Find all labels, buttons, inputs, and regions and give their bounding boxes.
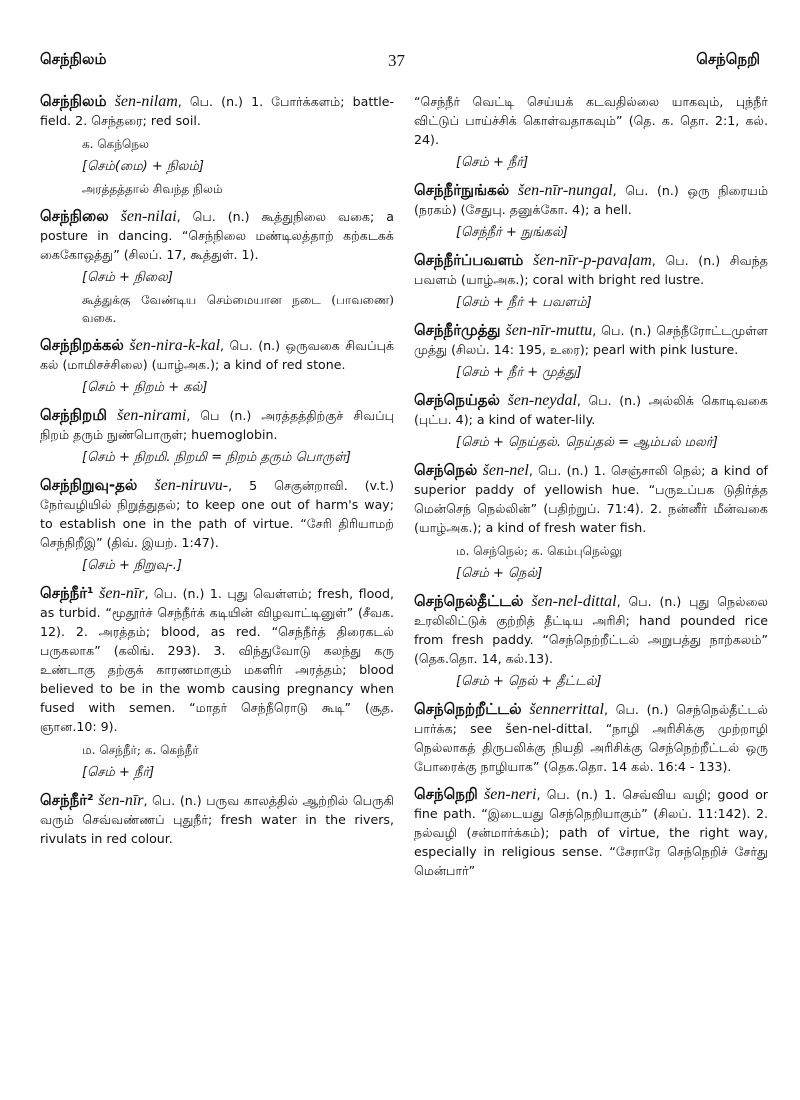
entry-definition: , பெ. (n.) சிவந்த பவளம் (யாழ்அக.); coral with bright red lustre. xyxy=(414,253,768,287)
headword: செந்நிறமி xyxy=(40,406,108,424)
right-column xyxy=(414,92,768,889)
etymology-note: அரத்தத்தால் சிவந்த நிலம் xyxy=(82,182,223,196)
entry-definition: “செந்நீர் வெட்டி செய்யக் கடவதில்லை யாகவும், புந்நீர் விட்டுப் பாய்ச்சிக் கொள்வதாகவும்” (தெ. க. தொ. 2:1, கல். 24). xyxy=(414,94,768,147)
transliteration: šen-nel-dittal xyxy=(531,593,617,610)
dictionary-entry xyxy=(40,584,394,782)
headword: செந்நிறுவு-தல் xyxy=(40,476,138,494)
dictionary-entry xyxy=(414,321,768,382)
cognates: ம. செந்நெல்; க. கெம்புநெல்லு xyxy=(456,544,623,558)
page-header xyxy=(0,0,800,70)
etymology: [செம் + நீர் + முத்து] xyxy=(456,365,582,380)
entry-definition: , பெ. (n.) புது நெல்லை உரலிலிட்டுக் குற்றித் தீட்டிய அரிசி; hand pounded rice from fresh paddy. “செந்நெற்றீட்டல் அறுபத்து நாற்கலம்” (தெக.தொ. 14, கல்.13). xyxy=(414,594,768,666)
dictionary-entry xyxy=(40,336,394,397)
transliteration: šen-nirami xyxy=(117,407,187,424)
dictionary-entry xyxy=(414,785,768,880)
headword: செந்நெறி xyxy=(414,785,478,803)
transliteration: šen-nīr-nungal xyxy=(517,182,613,199)
etymology: [செம் + நெல்] xyxy=(456,566,543,581)
transliteration: šen-nilam xyxy=(114,93,178,110)
headword: செந்நிறக்கல் xyxy=(40,336,124,354)
dictionary-entry xyxy=(40,207,394,327)
entry-definition: , பெ. (n.) ஒருவகை சிவப்புக் கல் (மாமிசச்சிலை) (யாழ்அக.); a kind of red stone. xyxy=(40,338,395,372)
transliteration: šen-nīr xyxy=(99,585,145,602)
entry-definition: , பெ. (n.) 1. போர்க்களம்; battle-field. 2. செந்தரை; red soil. xyxy=(40,94,394,128)
transliteration: šen-nīr-muttu xyxy=(505,322,593,339)
entry-definition: , பெ. (n.) செந்நெல்தீட்டல் பார்க்க; see šen-nel-dittal. “நாழி அரிசிக்கு முற்றாழி நெல்லாகத் திருபலிக்கு நியதி அரிசிக்கு செந்நெற்றீட்டல் ஒரு போரைக்கு நாழியாக” (தெக.தொ. 14 கல். 16:4 - 133). xyxy=(414,702,768,774)
left-column xyxy=(40,92,394,857)
dictionary-entry xyxy=(40,791,394,848)
transliteration: šen-nira-k-kal xyxy=(129,337,221,354)
dictionary-entry xyxy=(414,592,768,691)
entry-definition: , பெ. (n.) 1. செவ்விய வழி; good or fine path. “இடையது செந்நெறியாகும்” (சிலப். 11:142). 2. நல்வழி (சன்மார்க்கம்); path of virtue, the right way, especially in religious sense. “சேராரே செந்நெறிச் சேர்து மென்பார்” xyxy=(414,787,768,878)
headword: செந்நிலம் xyxy=(40,92,107,110)
header-right-word: செந்நெறி xyxy=(696,50,760,68)
entry-definition: , பெ. (n.) செந்நீரோட்டமுள்ள முத்து (சிலப். 14: 195, உரை); pearl with pink lusture. xyxy=(414,323,768,357)
dictionary-entry xyxy=(414,92,768,172)
dictionary-entry xyxy=(414,461,768,583)
entry-definition: , பெ (n.) அரத்தத்திற்குச் சிவப்பு நிறம் தரும் நுண்பொருள்; huemoglobin. xyxy=(40,408,394,442)
transliteration: šen-neri xyxy=(484,786,537,803)
cognates: ம. செந்நீர்; க. கெந்நீர் xyxy=(82,743,199,757)
dictionary-entry xyxy=(414,700,768,776)
headword: செந்நீர்முத்து xyxy=(414,321,501,339)
etymology-note: கூத்துக்கு வேண்டிய செம்மையான நடை (பாவணை) வகை. xyxy=(82,293,394,325)
entry-definition: , பெ. (n.) கூத்துநிலை வகை; a posture in dancing. “செந்நிலை மண்டிலத்தாற் கற்கடகக் கைகோஒத்து” (சிலப். 17, கூத்துள். 1). xyxy=(40,209,394,262)
etymology: [செந்நீர் + நுங்கல்] xyxy=(456,225,568,240)
dictionary-entry xyxy=(40,476,394,575)
entry-definition: , பெ. (n.) 1. புது வெள்ளம்; fresh, flood, as turbid. “மூதூர்ச் செந்நீர்க் கடியின் விழவாட்டினுள்” (சீவக. 12). 2. அரத்தம்; blood, as red. “செந்நீர்த் திரைகடல் பருகலாக” (கலிங். 293). 3. விந்துவோடு கலந்து கரு உண்டாகு தற்குக் காரணமாகும் மகளிர் அரத்தம்; blood believed to be in the womb causing pregnancy when fused with semen. “மாதர் செந்நீரொடு கூடி” (சூத. ஞான.10: 9). xyxy=(40,586,394,734)
transliteration: šen-neydal xyxy=(507,392,577,409)
entry-definition: , பெ. (n.) அல்லிக் கொடிவகை (புட்ப. 4); a kind of water-lily. xyxy=(414,393,768,427)
etymology: [செம் + நிறமி. நிறமி = நிறம் தரும் பொருள்] xyxy=(82,450,352,465)
dictionary-entry xyxy=(40,406,394,467)
cognates: க. கெந்நெல xyxy=(82,137,150,151)
transliteration: šen-nilai xyxy=(120,208,177,225)
entry-definition: , பெ. (n.) 1. செஞ்சாலி நெல்; a kind of superior paddy of yellowish hue. “பருஉப்பக டுதிர்த்த மென்செந் நெல்லின்” (பதிற்றுப். 71:4). 2. நன்னீர் மீன்வகை (யாழ்அக.); a kind of fresh water fish. xyxy=(414,463,768,535)
headword: செந்நெல் xyxy=(414,461,478,479)
headword: செந்நெல்தீட்டல் xyxy=(414,592,524,610)
entry-definition: , பெ. (n.) பருவ காலத்தில் ஆற்றில் பெருகி வரும் செவ்வண்ணப் புதுநீர்; fresh water in the rivers, rivulats in red colour. xyxy=(40,793,394,846)
etymology: [செம் + நிறுவு-.] xyxy=(82,558,182,573)
etymology: [செம் + நிறம் + கல்] xyxy=(82,380,208,395)
headword: செந்நீர்நுங்கல் xyxy=(414,181,510,199)
etymology: [செம் + நீர்] xyxy=(456,155,529,170)
etymology: [செம் + நீர்] xyxy=(82,765,155,780)
entry-definition: , 5 செகுன்றாவி. (v.t.) நேர்வழியில் நிறுத்துதல்; to keep one out of harm's way; to establish one in the path of virtue. “சேரி திரியாமற் செந்நிறீஇ” (திவ். இயற். 1:47). xyxy=(40,478,394,550)
headword: செந்நீர்¹ xyxy=(40,584,94,602)
page-number: 37 xyxy=(388,51,405,70)
transliteration: šen-nel xyxy=(482,462,529,479)
entry-definition: , பெ. (n.) ஒரு நிரையம் (நரகம்) (சேதுபு. தனுக்கோ. 4); a hell. xyxy=(414,183,768,217)
transliteration: šen-nīr xyxy=(98,792,144,809)
dictionary-entry xyxy=(414,251,768,312)
headword: செந்நீர்ப்பவளம் xyxy=(414,251,524,269)
etymology: [செம் + நீர் + பவளம்] xyxy=(456,295,592,310)
etymology: [செம் + நெல் + தீட்டல்] xyxy=(456,674,602,689)
etymology: [செம் + நிலை] xyxy=(82,270,173,285)
transliteration: šennerrittal xyxy=(529,701,604,718)
dictionary-entry xyxy=(40,92,394,198)
dictionary-entry xyxy=(414,391,768,452)
header-left-word: செந்நிலம் xyxy=(40,50,107,68)
headword: செந்நீர்² xyxy=(40,791,94,809)
transliteration: šen-nīr-p-pavaļam xyxy=(533,252,652,269)
dictionary-entry xyxy=(414,181,768,242)
etymology: [செம்(மை) + நிலம்] xyxy=(82,159,205,174)
headword: செந்நிலை xyxy=(40,207,109,225)
etymology: [செம் + நெய்தல். நெய்தல் = ஆம்பல் மலர்] xyxy=(456,435,718,450)
transliteration: šen-niruvu- xyxy=(154,477,229,494)
headword: செந்நெற்றீட்டல் xyxy=(414,700,522,718)
headword: செந்நெய்தல் xyxy=(414,391,500,409)
